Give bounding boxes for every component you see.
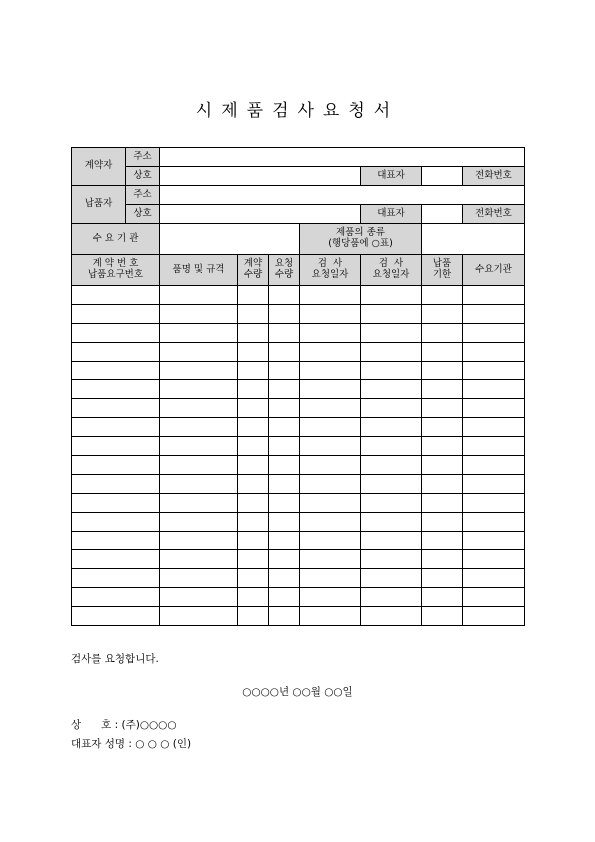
cell-contract-qty[interactable] xyxy=(238,474,269,493)
cell-contract-number[interactable] xyxy=(72,607,160,626)
cell-contract-qty[interactable] xyxy=(238,304,269,323)
cell-inspection-date-2[interactable] xyxy=(361,456,422,475)
cell-inspection-date-2[interactable] xyxy=(361,493,422,512)
table-row xyxy=(72,550,525,569)
cell-contract-number[interactable] xyxy=(72,380,160,399)
col-request-qty-line1: 요청 xyxy=(274,258,294,270)
cell-contract-qty[interactable] xyxy=(238,531,269,550)
cell-inspection-date-1[interactable] xyxy=(300,607,361,626)
cell-contract-qty[interactable] xyxy=(238,361,269,380)
cell-contract-number[interactable] xyxy=(72,531,160,550)
supplier-label: 납품자 xyxy=(72,186,126,224)
cell-item-spec[interactable] xyxy=(160,531,238,550)
cell-demand-agency[interactable] xyxy=(463,474,525,493)
cell-item-spec[interactable] xyxy=(160,588,238,607)
cell-inspection-date-1[interactable] xyxy=(300,399,361,418)
table-row xyxy=(72,493,525,512)
cell-request-qty[interactable] xyxy=(269,456,300,475)
cell-inspection-date-1[interactable] xyxy=(300,380,361,399)
table-row xyxy=(72,418,525,437)
cell-inspection-date-1[interactable] xyxy=(300,361,361,380)
cell-inspection-date-1[interactable] xyxy=(300,569,361,588)
cell-contract-number[interactable] xyxy=(72,342,160,361)
table-row xyxy=(72,512,525,531)
cell-delivery-deadline[interactable] xyxy=(422,569,463,588)
request-form-table xyxy=(71,147,525,626)
cell-inspection-date-1[interactable] xyxy=(300,323,361,342)
table-row xyxy=(72,456,525,475)
cell-item-spec[interactable] xyxy=(160,399,238,418)
cell-demand-agency[interactable] xyxy=(463,588,525,607)
cell-contract-number[interactable] xyxy=(72,474,160,493)
cell-inspection-date-2[interactable] xyxy=(361,607,422,626)
cell-inspection-date-2[interactable] xyxy=(361,342,422,361)
cell-request-qty[interactable] xyxy=(269,342,300,361)
col-request-qty xyxy=(269,255,300,286)
cell-contract-qty[interactable] xyxy=(238,550,269,569)
cell-contract-qty[interactable] xyxy=(238,437,269,456)
cell-inspection-date-1[interactable] xyxy=(300,286,361,305)
supplier-address-label: 주소 xyxy=(126,186,160,205)
cell-inspection-date-2[interactable] xyxy=(361,323,422,342)
cell-contract-number[interactable] xyxy=(72,418,160,437)
table-row xyxy=(72,286,525,305)
cell-delivery-deadline[interactable] xyxy=(422,607,463,626)
cell-inspection-date-2[interactable] xyxy=(361,399,422,418)
cell-contract-qty[interactable] xyxy=(238,286,269,305)
col-inspection-date-1-line1: 검 사 xyxy=(317,258,343,270)
cell-item-spec[interactable] xyxy=(160,380,238,399)
col-contract-qty-line2: 수량 xyxy=(243,269,263,280)
table-row xyxy=(72,304,525,323)
supplier-company-field[interactable] xyxy=(160,205,361,224)
table-row xyxy=(72,437,525,456)
col-inspection-date-2 xyxy=(361,255,422,286)
col-delivery-deadline xyxy=(422,255,463,286)
cell-demand-agency[interactable] xyxy=(463,361,525,380)
cell-item-spec[interactable] xyxy=(160,607,238,626)
cell-inspection-date-1[interactable] xyxy=(300,493,361,512)
cell-item-spec[interactable] xyxy=(160,323,238,342)
supplier-address-field[interactable] xyxy=(160,186,525,205)
cell-delivery-deadline[interactable] xyxy=(422,361,463,380)
cell-request-qty[interactable] xyxy=(269,399,300,418)
cell-delivery-deadline[interactable] xyxy=(422,418,463,437)
col-inspection-date-2-line2: 요청일자 xyxy=(372,269,410,280)
cell-request-qty[interactable] xyxy=(269,550,300,569)
col-request-qty-line2: 수량 xyxy=(274,269,294,280)
cell-inspection-date-2[interactable] xyxy=(361,550,422,569)
col-demand-agency xyxy=(463,255,525,286)
cell-delivery-deadline[interactable] xyxy=(422,531,463,550)
cell-request-qty[interactable] xyxy=(269,569,300,588)
cell-demand-agency[interactable] xyxy=(463,456,525,475)
cell-item-spec[interactable] xyxy=(160,550,238,569)
cell-request-qty[interactable] xyxy=(269,588,300,607)
cell-contract-qty[interactable] xyxy=(238,512,269,531)
cell-item-spec[interactable] xyxy=(160,361,238,380)
cell-contract-number[interactable] xyxy=(72,456,160,475)
cell-delivery-deadline[interactable] xyxy=(422,437,463,456)
product-type-line2: (행당품에 ○표) xyxy=(328,238,393,249)
cell-inspection-date-1[interactable] xyxy=(300,304,361,323)
request-statement: 검사를 요청합니다. xyxy=(71,653,159,665)
contractor-phone-label: 전화번호 xyxy=(463,167,525,186)
cell-demand-agency[interactable] xyxy=(463,512,525,531)
cell-contract-qty[interactable] xyxy=(238,493,269,512)
cell-inspection-date-1[interactable] xyxy=(300,437,361,456)
cell-request-qty[interactable] xyxy=(269,493,300,512)
cell-delivery-deadline[interactable] xyxy=(422,588,463,607)
cell-demand-agency[interactable] xyxy=(463,550,525,569)
cell-item-spec[interactable] xyxy=(160,493,238,512)
col-item-spec-line1: 품명 및 규격 xyxy=(172,263,225,275)
cell-request-qty[interactable] xyxy=(269,323,300,342)
cell-demand-agency[interactable] xyxy=(463,437,525,456)
cell-demand-agency[interactable] xyxy=(463,342,525,361)
cell-inspection-date-1[interactable] xyxy=(300,418,361,437)
col-contract-number xyxy=(72,255,160,286)
cell-item-spec[interactable] xyxy=(160,342,238,361)
col-inspection-date-1-line2: 요청일자 xyxy=(311,269,349,280)
cell-item-spec[interactable] xyxy=(160,569,238,588)
cell-request-qty[interactable] xyxy=(269,380,300,399)
cell-request-qty[interactable] xyxy=(269,512,300,531)
cell-contract-number[interactable] xyxy=(72,304,160,323)
cell-contract-number[interactable] xyxy=(72,399,160,418)
cell-contract-qty[interactable] xyxy=(238,569,269,588)
cell-request-qty[interactable] xyxy=(269,474,300,493)
cell-inspection-date-1[interactable] xyxy=(300,531,361,550)
supplier-phone-label: 전화번호 xyxy=(463,205,525,224)
cell-contract-number[interactable] xyxy=(72,323,160,342)
cell-inspection-date-2[interactable] xyxy=(361,286,422,305)
company-line: 상 호 : (주)○○○○ xyxy=(71,719,177,731)
cell-delivery-deadline[interactable] xyxy=(422,456,463,475)
contractor-address-field[interactable] xyxy=(160,148,525,167)
cell-demand-agency[interactable] xyxy=(463,418,525,437)
item-header-row xyxy=(72,255,525,286)
cell-inspection-date-2[interactable] xyxy=(361,531,422,550)
cell-request-qty[interactable] xyxy=(269,286,300,305)
demand-agency-label: 수 요 기 관 xyxy=(72,224,160,255)
cell-inspection-date-2[interactable] xyxy=(361,437,422,456)
cell-inspection-date-2[interactable] xyxy=(361,418,422,437)
cell-inspection-date-1[interactable] xyxy=(300,474,361,493)
cell-demand-agency[interactable] xyxy=(463,380,525,399)
cell-item-spec[interactable] xyxy=(160,456,238,475)
cell-delivery-deadline[interactable] xyxy=(422,304,463,323)
contractor-address-label: 주소 xyxy=(126,148,160,167)
table-row xyxy=(72,399,525,418)
cell-inspection-date-1[interactable] xyxy=(300,456,361,475)
col-delivery-deadline-line1: 납품 xyxy=(432,258,452,270)
cell-demand-agency[interactable] xyxy=(463,286,525,305)
cell-inspection-date-2[interactable] xyxy=(361,588,422,607)
cell-delivery-deadline[interactable] xyxy=(422,399,463,418)
table-row xyxy=(72,342,525,361)
table-row xyxy=(72,588,525,607)
cell-delivery-deadline[interactable] xyxy=(422,550,463,569)
cell-request-qty[interactable] xyxy=(269,607,300,626)
table-row xyxy=(72,323,525,342)
supplier-company-label: 상호 xyxy=(126,205,160,224)
cell-item-spec[interactable] xyxy=(160,418,238,437)
cell-inspection-date-2[interactable] xyxy=(361,304,422,323)
cell-item-spec[interactable] xyxy=(160,286,238,305)
contractor-company-field[interactable] xyxy=(160,167,361,186)
cell-contract-number[interactable] xyxy=(72,588,160,607)
cell-item-spec[interactable] xyxy=(160,512,238,531)
cell-delivery-deadline[interactable] xyxy=(422,474,463,493)
cell-demand-agency[interactable] xyxy=(463,304,525,323)
product-type-field[interactable] xyxy=(422,224,525,255)
cell-contract-qty[interactable] xyxy=(238,342,269,361)
supplier-rep-label: 대표자 xyxy=(361,205,422,224)
cell-contract-qty[interactable] xyxy=(238,380,269,399)
cell-item-spec[interactable] xyxy=(160,437,238,456)
request-date: ○○○○년 ○○월 ○○일 xyxy=(242,686,353,698)
cell-contract-qty[interactable] xyxy=(238,399,269,418)
col-contract-number-line2: 납품요구번호 xyxy=(87,269,144,280)
cell-contract-number[interactable] xyxy=(72,569,160,588)
table-row xyxy=(72,474,525,493)
col-inspection-date-2-line1: 검 사 xyxy=(378,258,404,270)
cell-delivery-deadline[interactable] xyxy=(422,286,463,305)
supplier-rep-field[interactable] xyxy=(422,205,463,224)
contractor-rep-field[interactable] xyxy=(422,167,463,186)
table-row xyxy=(72,531,525,550)
cell-request-qty[interactable] xyxy=(269,531,300,550)
cell-contract-qty[interactable] xyxy=(238,418,269,437)
col-item-spec xyxy=(160,255,238,286)
cell-item-spec[interactable] xyxy=(160,474,238,493)
table-row xyxy=(72,380,525,399)
cell-inspection-date-2[interactable] xyxy=(361,569,422,588)
product-type-label xyxy=(300,224,422,255)
document-title: 시제품검사요청서 xyxy=(195,101,400,121)
cell-inspection-date-1[interactable] xyxy=(300,550,361,569)
col-contract-qty-line1: 계약 xyxy=(243,258,263,270)
contractor-company-label: 상호 xyxy=(126,167,160,186)
cell-demand-agency[interactable] xyxy=(463,569,525,588)
cell-contract-qty[interactable] xyxy=(238,323,269,342)
representative-line: 대표자 성명 : ○ ○ ○ (인) xyxy=(71,738,192,750)
col-contract-number-line1: 계 약 번 호 xyxy=(92,258,139,270)
table-row xyxy=(72,607,525,626)
cell-inspection-date-1[interactable] xyxy=(300,588,361,607)
cell-request-qty[interactable] xyxy=(269,361,300,380)
cell-delivery-deadline[interactable] xyxy=(422,512,463,531)
cell-contract-number[interactable] xyxy=(72,550,160,569)
cell-demand-agency[interactable] xyxy=(463,399,525,418)
col-inspection-date-1 xyxy=(300,255,361,286)
cell-delivery-deadline[interactable] xyxy=(422,323,463,342)
cell-delivery-deadline[interactable] xyxy=(422,380,463,399)
contractor-label: 계약자 xyxy=(72,148,126,186)
cell-demand-agency[interactable] xyxy=(463,323,525,342)
cell-inspection-date-2[interactable] xyxy=(361,380,422,399)
cell-inspection-date-2[interactable] xyxy=(361,361,422,380)
cell-item-spec[interactable] xyxy=(160,304,238,323)
cell-contract-number[interactable] xyxy=(72,437,160,456)
cell-contract-qty[interactable] xyxy=(238,588,269,607)
cell-request-qty[interactable] xyxy=(269,437,300,456)
cell-contract-number[interactable] xyxy=(72,512,160,531)
table-row xyxy=(72,569,525,588)
cell-inspection-date-1[interactable] xyxy=(300,342,361,361)
demand-agency-field[interactable] xyxy=(160,224,300,255)
cell-inspection-date-2[interactable] xyxy=(361,512,422,531)
cell-contract-qty[interactable] xyxy=(238,456,269,475)
cell-delivery-deadline[interactable] xyxy=(422,493,463,512)
cell-delivery-deadline[interactable] xyxy=(422,342,463,361)
product-type-line1: 제품의 종류 xyxy=(336,227,385,239)
cell-demand-agency[interactable] xyxy=(463,493,525,512)
cell-contract-number[interactable] xyxy=(72,493,160,512)
cell-contract-qty[interactable] xyxy=(238,607,269,626)
table-row xyxy=(72,361,525,380)
col-delivery-deadline-line2: 기한 xyxy=(432,269,452,280)
col-contract-qty xyxy=(238,255,269,286)
cell-inspection-date-2[interactable] xyxy=(361,474,422,493)
cell-demand-agency[interactable] xyxy=(463,607,525,626)
cell-request-qty[interactable] xyxy=(269,418,300,437)
cell-contract-number[interactable] xyxy=(72,286,160,305)
contractor-rep-label: 대표자 xyxy=(361,167,422,186)
cell-demand-agency[interactable] xyxy=(463,531,525,550)
cell-contract-number[interactable] xyxy=(72,361,160,380)
cell-request-qty[interactable] xyxy=(269,304,300,323)
cell-inspection-date-1[interactable] xyxy=(300,512,361,531)
col-demand-agency-line1: 수요기관 xyxy=(475,263,512,275)
